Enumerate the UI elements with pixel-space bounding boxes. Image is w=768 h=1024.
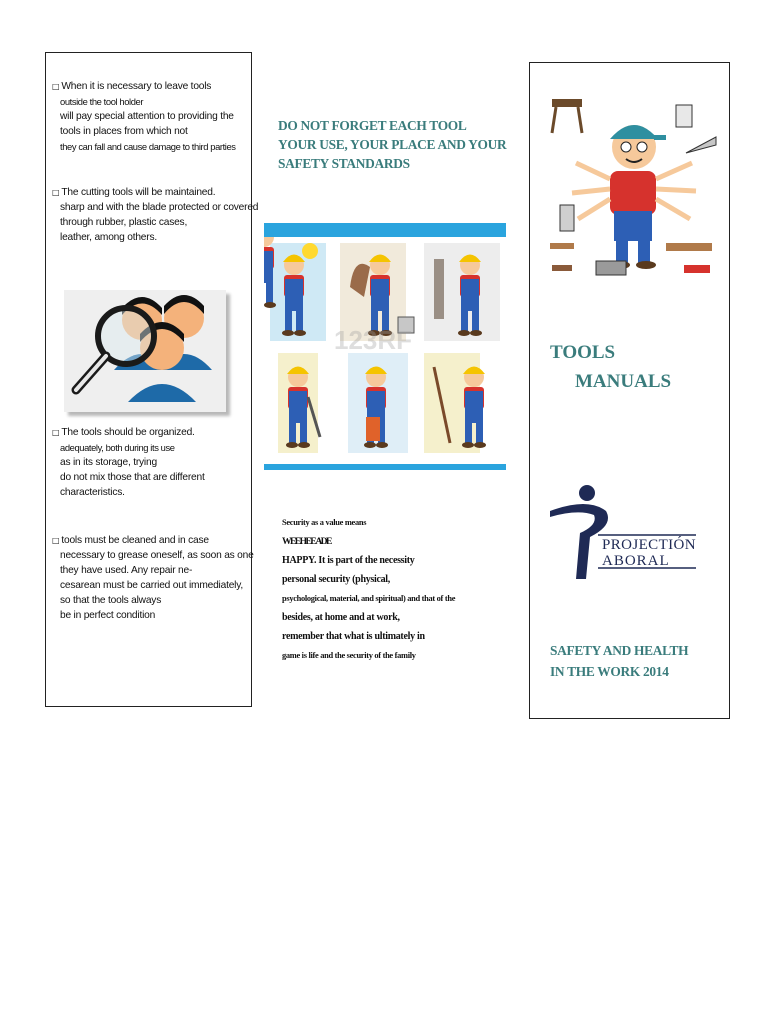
bullet-cutting-tools: □ The cutting tools will be maintained. sharp and with the blade protected or covered through rubber, plastic cases, leather, among others. bbox=[52, 187, 259, 243]
logo-text-projection: PROJECTIÓN bbox=[602, 537, 697, 553]
workers-illustration-strip bbox=[264, 223, 506, 470]
bullet-tools-cleaned: □ tools must be cleaned and in case necessary to grease oneself, as soon as one they have used. Any repair ne- cesarean must be carried out immediately, so that the tools always be in perfect condition bbox=[52, 535, 254, 621]
logo-text-aboral: ABORAL bbox=[602, 553, 670, 569]
projection-aboral-logo bbox=[548, 483, 696, 583]
safety-health-year: SAFETY AND HEALTH IN THE WORK 2014 bbox=[550, 643, 689, 679]
left-panel bbox=[45, 52, 259, 707]
tool-reminder-heading: DO NOT FORGET EACH TOOL YOUR USE, YOUR PLACE AND YOUR SAFETY STANDARDS bbox=[278, 118, 507, 171]
bullet-box-icon: □ bbox=[52, 188, 60, 197]
bullet-tools-outside-holder: □ When it is necessary to leave tools outside the tool holder will pay special attention to providing the tools in places from which not they can fall and cause damage to third parties bbox=[52, 81, 236, 152]
strip-bottom-band bbox=[264, 464, 506, 470]
brochure-title-tools: TOOLS bbox=[550, 342, 616, 363]
right-panel-cover bbox=[529, 62, 730, 719]
bullet-tools-organized: □ The tools should be organized. adequately, both during its use as in its storage, trying do not mix those that are different characteristics. bbox=[52, 427, 205, 498]
magnifier-people-illustration bbox=[64, 290, 226, 412]
magnifier-icon bbox=[64, 290, 226, 412]
brochure-title-manuals: MANUALS bbox=[575, 371, 672, 392]
security-value-paragraph: Security as a value means WEEHEE ADE HAPPY. It is part of the necessity personal security (physical, psychological, material, and spiritual) and that of the besides, at home and at work, remember that what is ultimately in game is life and the security of the family bbox=[282, 518, 456, 660]
workers-cartoon-grid bbox=[264, 237, 506, 464]
strip-top-band bbox=[264, 223, 506, 237]
bullet-box-icon: □ bbox=[52, 428, 60, 437]
handyman-mascot-icon bbox=[546, 93, 718, 283]
bullet-box-icon: □ bbox=[52, 536, 60, 545]
bullet-box-icon: □ bbox=[52, 82, 60, 91]
watermark-text: 123RF bbox=[334, 325, 413, 355]
